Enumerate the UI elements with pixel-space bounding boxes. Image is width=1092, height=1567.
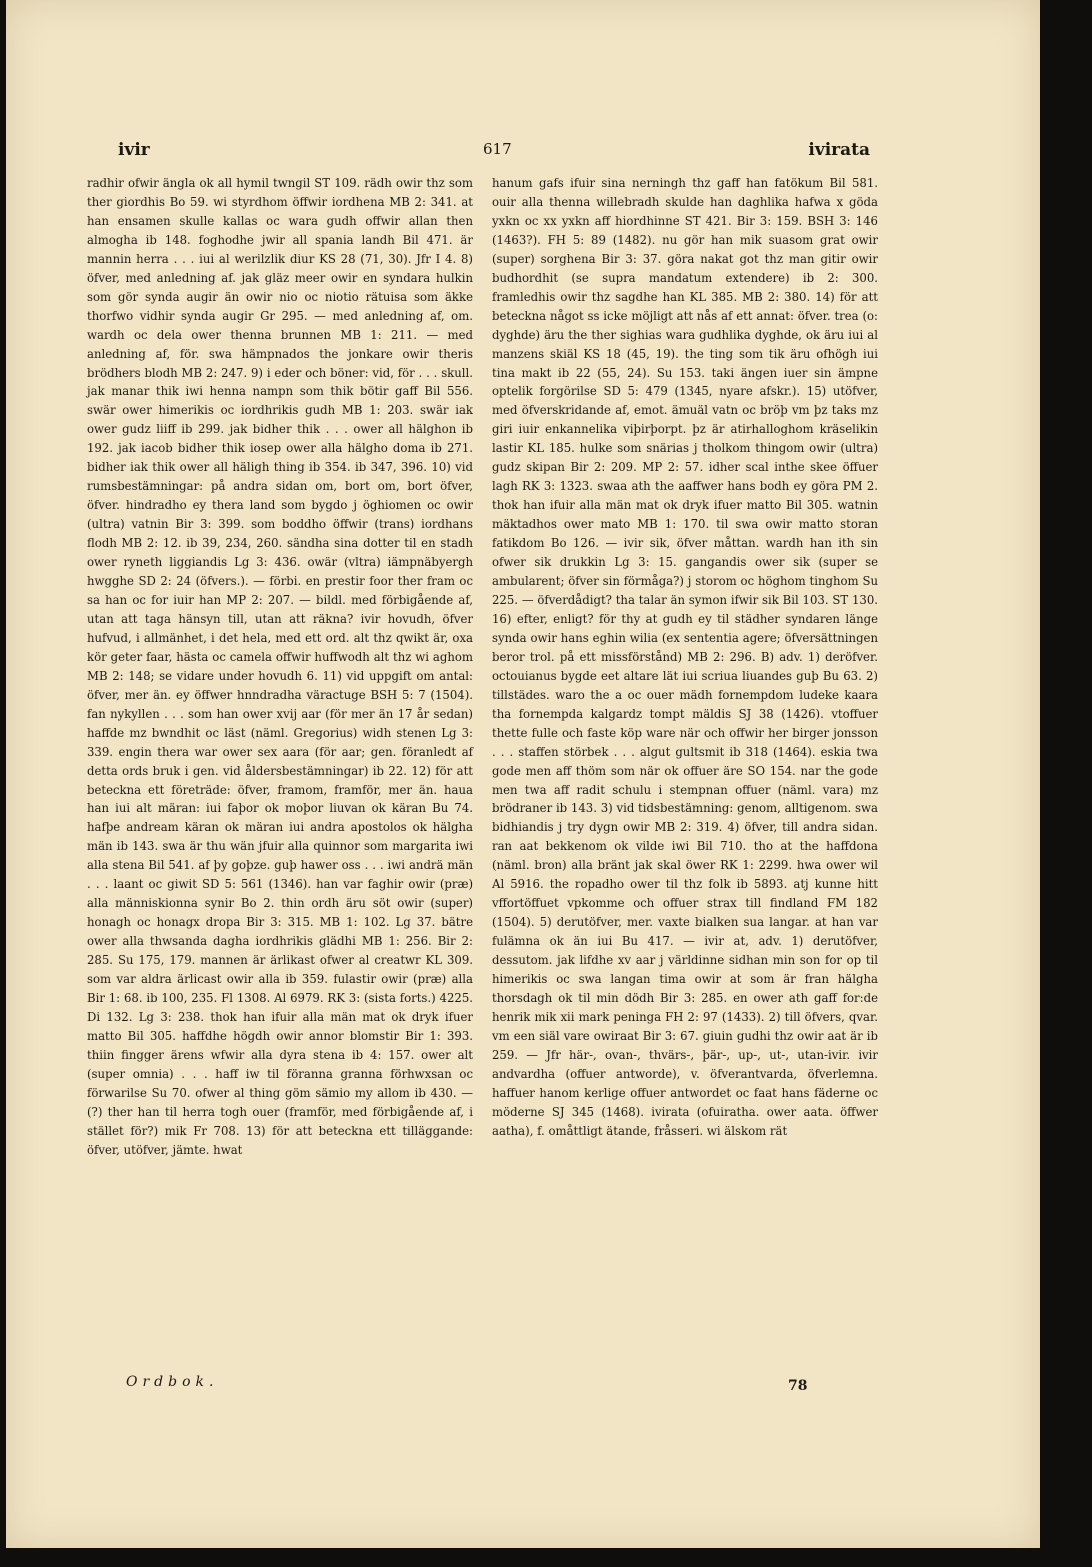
right-column (492, 174, 878, 1141)
left-column (87, 174, 473, 1160)
dictionary-page (6, 0, 1040, 1548)
footer-ordbok: Ordbok. (126, 1374, 219, 1390)
left-column-text: radhir ofwir ängla ok all hymil twngil ST 109. rädh owir thz som ther giordhis Bo 59. wi styrdhom öffwir iordhena MB 2: 341. at han ensamen skulle kallas oc wara gudh offwir allan then almogha ib 148. foghodhe jwir all spania landh Bil 471. är mannin herra . . . iui al werilzlik diur KS 28 (71, 30). Jfr I 4. 8) öfver, med anledning af. jak gläz meer owir en syndara hulkin som gör synda augir än owir nio oc niotio rätuisa som äkke thorfwo vidhir synda augir Gr 295. — med anledning af, om. wardh oc dela ower thenna brunnen MB 1: 211. — med anledning af, för. swa hämpnados the jonkare owir theris brödhers blodh MB 2: 247. 9) i eder och böner: vid, för . . . skull. jak manar thik iwi henna nampn som thik bötir gaff Bil 556. swär ower himerikis oc iordhrikis gudh MB 1: 203. swär iak ower gudz liiff ib 299. jak bidher thik . . . ower all hälghon ib 192. jak iacob bidher thik iosep ower alla hälgho doma ib 271. bidher iak thik ower all häligh thing ib 354. ib 347, 396. 10) vid rumsbestämningar: på andra sidan om, bort om, bort öfver, öfver. hindradho ey thera land som bygdo j öghiomen oc owir (ultra) vatnin Bir 3: 399. som boddho öffwir (trans) iordhans flodh MB 2: 12. ib 39, 234, 260. sändha sina dotter til en stadh ower ryneth liggiandis Lg 3: 436. owär (vltra) iämpnäbyergh hwgghe SD 2: 24 (öfvers.). — förbi. en prestir foor ther fram oc sa han oc for iuir han MP 2: 207. — bildl. med förbigående af, utan att taga hänsyn till, utan att räkna? ivir hovudh, öfver hufvud, i allmänhet, i det hela, med ett ord. alt thz qwikt är, oxa kör geter faar, hästa oc camela offwir huffwodh alt thz wi aghom MB 2: 148; se vidare under hovudh 6. 11) vid uppgift om antal: öfver, mer än. ey öffwer hnndradha väractuge BSH 5: 7 (1504). fan nykyllen . . . som han ower xvij aar (för mer än 17 år sedan) haffde mz bwndhit oc läst (näml. Gregorius) widh stenen Lg 3: 339. engin thera war ower sex aara (för aar; gen. föranledt af detta ords bruk i gen. vid åldersbestämningar) ib 22. 12) för att beteckna ett företräde: öfver, framom, framför, mer än. haua han iui alt märan: iui faþor ok moþor liuvan ok käran Bu 74. hafþe andream käran ok märan iui andra apostolos ok hälgha män ib 143. swa är thu wän jfuir alla quinnor som margarita iwi alla stena Bil 541. af þy goþze. guþ hawer oss . . . iwi andrä män . . . laant oc giwit SD 5: 561 (1346). han var faghir owir (præ) alla människionna synir Bo 2. thin ordh äru söt owir (super) honagh oc honagx dropa Bir 3: 315. MB 1: 102. Lg 37. bätre ower alla thwsanda dagha iordhrikis glädhi MB 1: 256. Bir 2: 285. Su 175, 179. mannen är ärlikast ofwer al creatwr KL 309. som var aldra ärlicast owir alla ib 359. fulastir owir (præ) alla Bir 1: 68. ib 100, 235. Fl 1308. Al 6979. RK 3: (sista forts.) 4225. Di 132. Lg 3: 238. thok han ifuir alla män mat ok dryk ifuer matto Bil 305. haffdhe högdh owir annor blomstir Bir 1: 393. thiin fingger ärens wfwir alla dyra stena ib 4: 157. ower alt (super omnia) . . . haff iw til föranna granna förhwxsan oc förwarilse Su 70. ofwer al thing göm sämio my allom ib 430. — (?) ther han til herra togh ouer (framför, med förbigående af, i stället för?) mik Fr 708. 13) för att beteckna ett tilläggande: öfver, utöfver, jämte. hwat (87, 176, 473, 1157)
right-column-text: hanum gafs ifuir sina nerningh thz gaff han fatökum Bil 581. ouir alla thenna willebradh skulde han daghlika hafwa x göda yxkn oc xx yxkn aff hiordhinne ST 421. Bir 3: 159. BSH 3: 146 (1463?). FH 5: 89 (1482). nu gör han mik suasom grat owir (super) sorghena Bir 3: 37. göra nakat got thz man gitir owir budhordhit (se supra mandatum extendere) ib 2: 300. framledhis owir thz sagdhe han KL 385. MB 2: 380. 14) för att beteckna något ss icke möjligt att nås af ett annat: öfver. trea (o: dyghde) äru the ther sighias wara gudhlika dyghde, ok äru iui al manzens skiäl KS 18 (45, 19). the ting som tik äru ofhögh iui tina makt ib 22 (55, 24). Su 153. taki ängen iuer sin ämpne optelik forgörilse SD 5: 479 (1345, nyare afskr.). 15) utöfver, med öfverskridande af, emot. ämuäl vatn oc bröþ vm þz taks mz giri iuir enkannelika viþirþorpt. þz är atirhalloghom kräselikin lastir KL 185. hulke som snärias j tholkom thingom owir (ultra) gudz skipan Bir 2: 209. MP 2: 57. idher scal inthe skee öffuer lagh RK 3: 1323. swaa ath the aaffwer hans bodh ey göra PM 2. thok han ifuir alla män mat ok dryk ifuer matto Bil 305. watnin mäktadhos ower mato MB 1: 170. til swa owir matto storan fatikdom Bo 126. — ivir sik, öfver måttan. wardh han ith sin ofwer sik drukkin Lg 3: 15. gangandis ower sik (super se ambularent; öfver sin förmåga?) j storom oc höghom tinghom Su 225. — öfverdådigt? tha talar än symon ifwir sik Bil 103. ST 130. 16) efter, enligt? för thy at gudh ey til städher syndaren länge synda owir hans eghin wilia (ex sententia agere; öfversättningen beror trol. på ett missförstånd) MB 2: 296. B) adv. 1) deröfver. octouianus bygde eet altare lät iui scriua liuandes guþ Bu 63. 2) tillstädes. waro the a oc ouer mädh fornempdom ludeke kaara tha fornempda kalgardz tompt mäldis SJ 38 (1426). vtoffuer thette fulle och faste köp ware när och offwir her birger jonsson . . . staffen störbek . . . algut gultsmit ib 318 (1464). eskia twa gode men aff thöm som när ok offuer äre SO 154. nar the gode men twa aff radit schulu i stempnan offuer (näml. vara) mz brödraner ib 143. 3) vid tidsbestämning: genom, alltigenom. swa bidhiandis j try dygn owir MB 2: 319. 4) öfver, till andra sidan. ran aat bekkenom ok vilde iwi Bil 710. tho at the haffdona (näml. bron) alla bränt jak skal öwer RK 1: 2299. hwa ower wil Al 5916. the ropadho ower til thz folk ib 5893. atj kunne hitt vffortöffuet vpkomme och offuer strax till findland FM 182 (1504). 5) derutöfver, mer. vaxte bialken sua langar. at han var fulämna ok än iui Bu 417. — ivir at, adv. 1) derutöfver, dessutom. jak lifdhe xv aar j världinne sidhan min son for op til himerikis oc swa langan tima owir at som är fran hälgha thorsdagh ok til min dödh Bir 3: 285. en ower ath gaff for:de henrik mik xii mark peninga FH 2: 97 (1433). 2) till öfvers, qvar. vm een siäl vare owiraat Bir 3: 67. giuin gudhi thz owir aat är ib 259. — Jfr här-, ovan-, thvärs-, þär-, up-, ut-, utan-ivir. ivir andvardha (offuer antworde), v. öfverantvarda, öfverlemna. haffuer hanom kerlige offuer antwordet oc faat hans fäderne oc möderne SJ 345 (1468). ivirata (ofuiratha. ower aata. öffwer aatha), f. omåttligt ätande, fråsseri. wi älskom rät (492, 176, 878, 1138)
header-right-guideword: ivirata (808, 140, 870, 160)
page-number: 617 (483, 140, 512, 158)
page-header (88, 140, 870, 166)
header-left-guideword: ivir (118, 140, 150, 160)
signature-mark: 78 (788, 1378, 808, 1394)
